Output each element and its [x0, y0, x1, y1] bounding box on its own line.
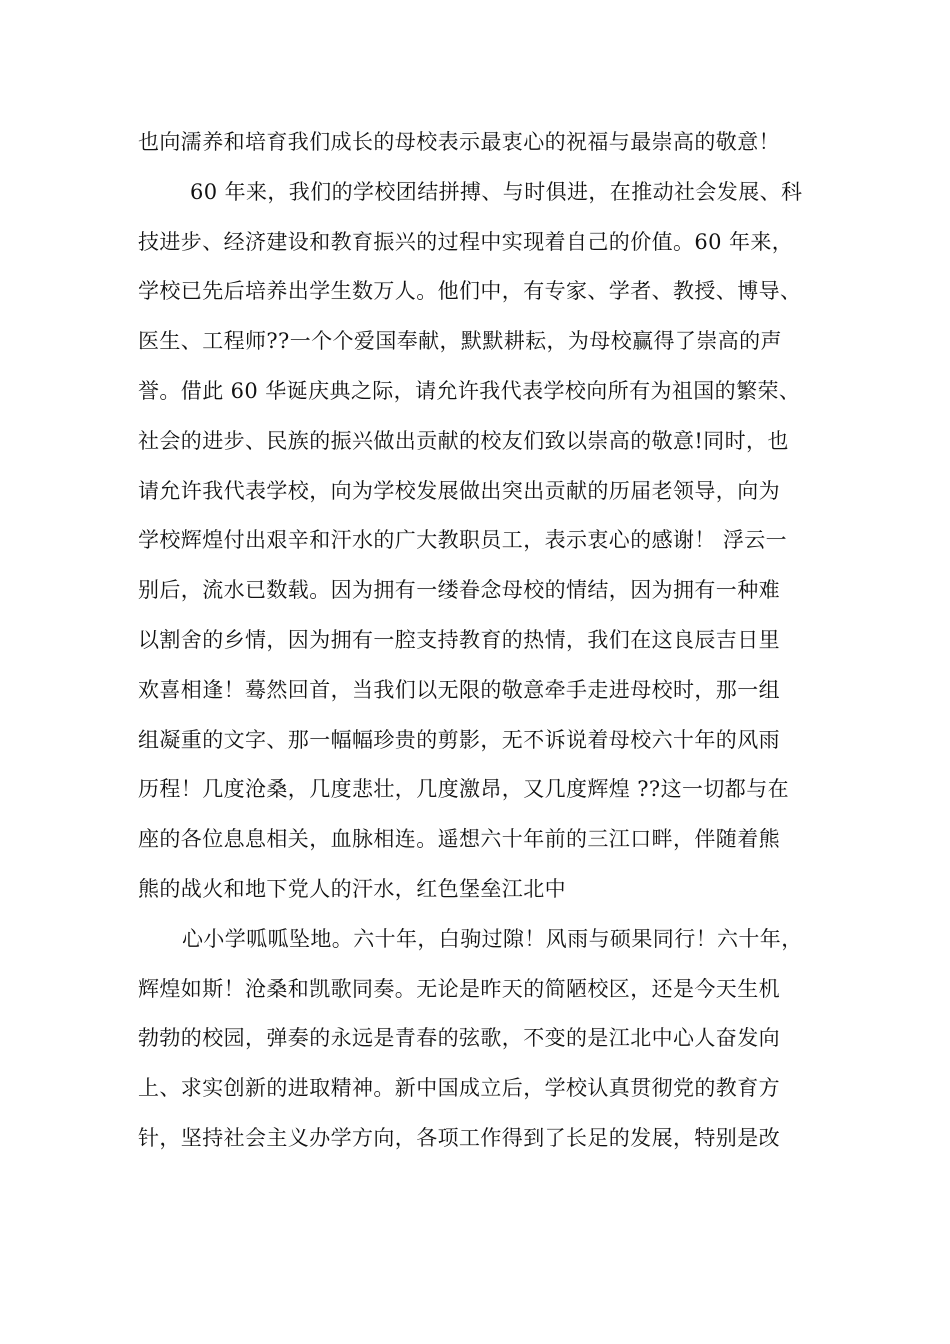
text-line: 辉煌如斯！沧桑和凯歌同奏。无论是昨天的简陋校区，还是今天生机: [138, 977, 780, 1001]
text-line: 誉。借此 60 华诞庆典之际，请允许我代表学校向所有为祖国的繁荣、: [138, 379, 801, 403]
text-line: 上、求实创新的进取精神。新中国成立后，学校认真贯彻党的教育方: [138, 1076, 780, 1100]
text-line: 心小学呱呱坠地。六十年，白驹过隙！风雨与硕果同行！六十年，: [182, 927, 803, 951]
text-line: 以割舍的乡情，因为拥有一腔支持教育的热情，我们在这良辰吉日里: [138, 628, 780, 652]
text-line: 技进步、经济建设和教育振兴的过程中实现着自己的价值。60 年来，: [138, 230, 794, 254]
text-line: 熊的战火和地下党人的汗水，红色堡垒江北中: [138, 877, 566, 901]
text-line: 针，坚持社会主义办学方向，各项工作得到了长足的发展，特别是改: [138, 1126, 780, 1150]
text-line: 欢喜相逢！蓦然回首，当我们以无限的敬意牵手走进母校时，那一组: [138, 678, 780, 702]
text-line: 医生、工程师??一个个爱国奉献，默默耕耘，为母校赢得了崇高的声: [138, 329, 782, 353]
text-line: 组凝重的文字、那一幅幅珍贵的剪影，无不诉说着母校六十年的风雨: [138, 728, 780, 752]
text-line: 学校已先后培养出学生数万人。他们中，有专家、学者、教授、博导、: [138, 279, 802, 303]
text-line: 社会的进步、民族的振兴做出贡献的校友们致以崇高的敬意!同时，也: [138, 429, 789, 453]
text-line: 请允许我代表学校，向为学校发展做出突出贡献的历届老领导，向为: [138, 479, 780, 503]
text-line: 别后，流水已数载。因为拥有一缕眷念母校的情结，因为拥有一种难: [138, 578, 780, 602]
text-line: 60 年来，我们的学校团结拼搏、与时俱进，在推动社会发展、科: [190, 180, 803, 204]
text-line: 也向濡养和培育我们成长的母校表示最衷心的祝福与最崇高的敬意！: [138, 130, 780, 154]
text-line: 历程！几度沧桑，几度悲壮，几度激昂，又几度辉煌 ??这一切都与在: [138, 777, 789, 801]
text-line: 学校辉煌付出艰辛和汗水的广大教职员工，表示衷心的感谢！ 浮云一: [138, 528, 788, 552]
text-line: 勃勃的校园，弹奏的永远是青春的弦歌，不变的是江北中心人奋发向: [138, 1026, 780, 1050]
text-line: 座的各位息息相关，血脉相连。遥想六十年前的三江口畔，伴随着熊: [138, 827, 780, 851]
